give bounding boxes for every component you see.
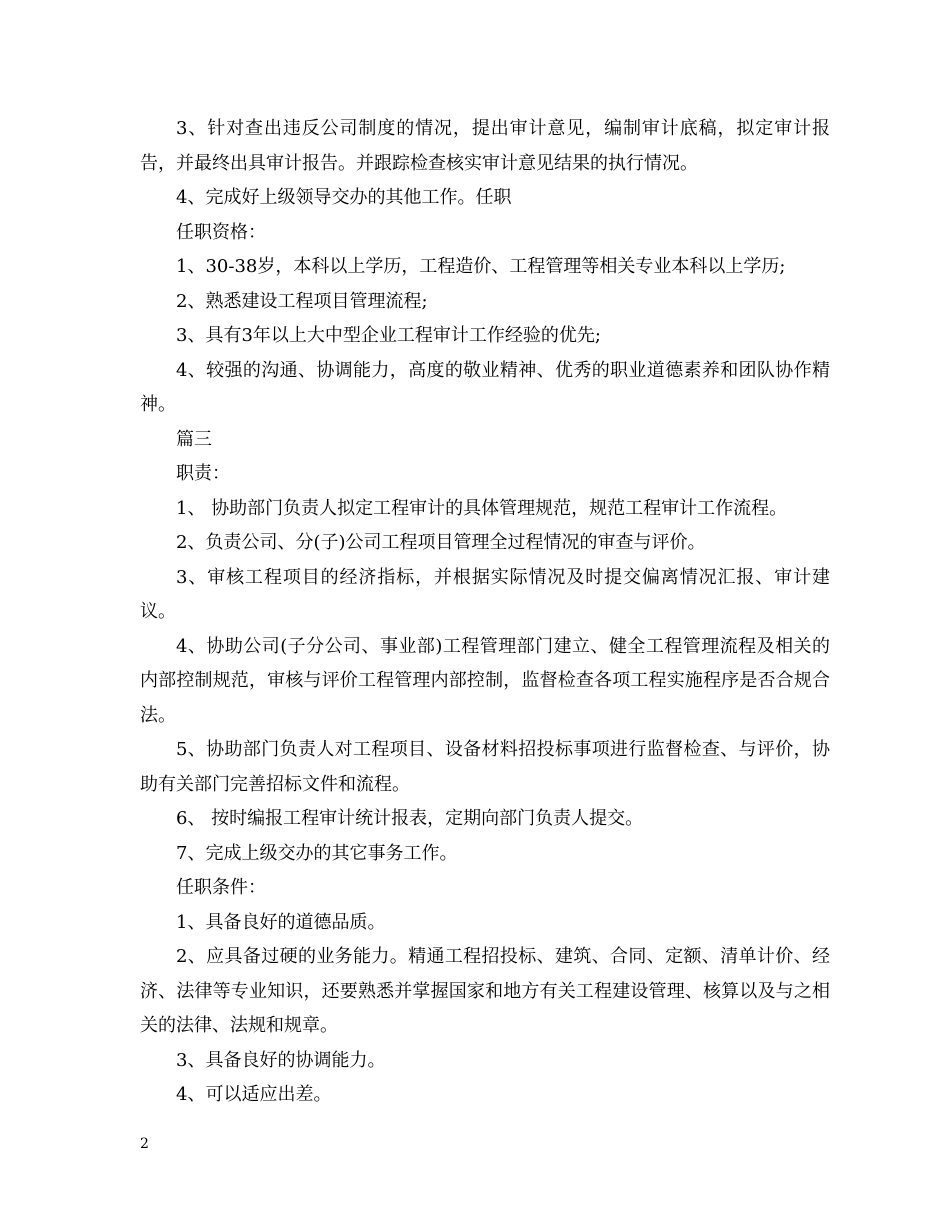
- paragraph-11: 2、负责公司、分(子)公司工程项目管理全过程情况的审查与评价。: [176, 532, 706, 553]
- paragraph-14: 5、协助部门负责人对工程项目、设备材料招投标事项进行监督检查、与评价，协助有关部门完善招标文件和流程。: [140, 739, 830, 795]
- paragraph-1: 3、针对查出违反公司制度的情况，提出审计意见，编制审计底稿，拟定审计报告，并最终出具审计报告。并跟踪检查核实审计意见结果的执行情况。: [140, 118, 830, 174]
- paragraph-12: 3、审核工程项目的经济指标，并根据实际情况及时提交偏离情况汇报、审计建议。: [140, 566, 830, 622]
- paragraph-16: 7、完成上级交办的其它事务工作。: [176, 842, 458, 864]
- paragraph-20: 3、具备良好的协调能力。: [176, 1049, 386, 1071]
- paragraph-6: 3、具有3年以上大中型企业工程审计工作经验的优先;: [176, 325, 601, 346]
- subheading-requirements: 任职条件：: [176, 877, 266, 898]
- paragraph-5: 2、熟悉建设工程项目管理流程;: [176, 290, 428, 312]
- paragraph-19: 2、应具备过硬的业务能力。精通工程招投标、建筑、合同、定额、清单计价、经济、法律等专业知识，还要熟悉并掌握国家和地方有关工程建设管理、核算以及与之相关的法律、法规和规章。: [140, 946, 830, 1036]
- paragraph-4: 1、30-38岁，本科以上学历，工程造价、工程管理等相关专业本科以上学历;: [176, 256, 786, 277]
- document-body: [140, 112, 830, 1113]
- paragraph-2: 4、完成好上级领导交办的其他工作。任职: [176, 187, 512, 208]
- paragraph-21: 4、可以适应出差。: [176, 1084, 332, 1105]
- paragraph-3: 任职资格：: [176, 221, 266, 243]
- paragraph-7: 4、较强的沟通、协调能力，高度的敬业精神、优秀的职业道德素养和团队协作精神。: [140, 359, 830, 415]
- section-heading-pian-san: 篇三: [176, 428, 212, 450]
- paragraph-15: 6、 按时编报工程审计统计报表，定期向部门负责人提交。: [176, 808, 644, 829]
- subheading-duties: 职责：: [176, 463, 230, 484]
- paragraph-13: 4、协助公司(子分公司、事业部)工程管理部门建立、健全工程管理流程及相关的内部控制规范，审核与评价工程管理内部控制，监督检查各项工程实施程序是否合规合法。: [140, 635, 830, 726]
- page-number: 2: [140, 1136, 149, 1152]
- paragraph-18: 1、具备良好的道德品质。: [176, 911, 386, 933]
- paragraph-10: 1、 协助部门负责人拟定工程审计的具体管理规范，规范工程审计工作流程。: [176, 497, 788, 519]
